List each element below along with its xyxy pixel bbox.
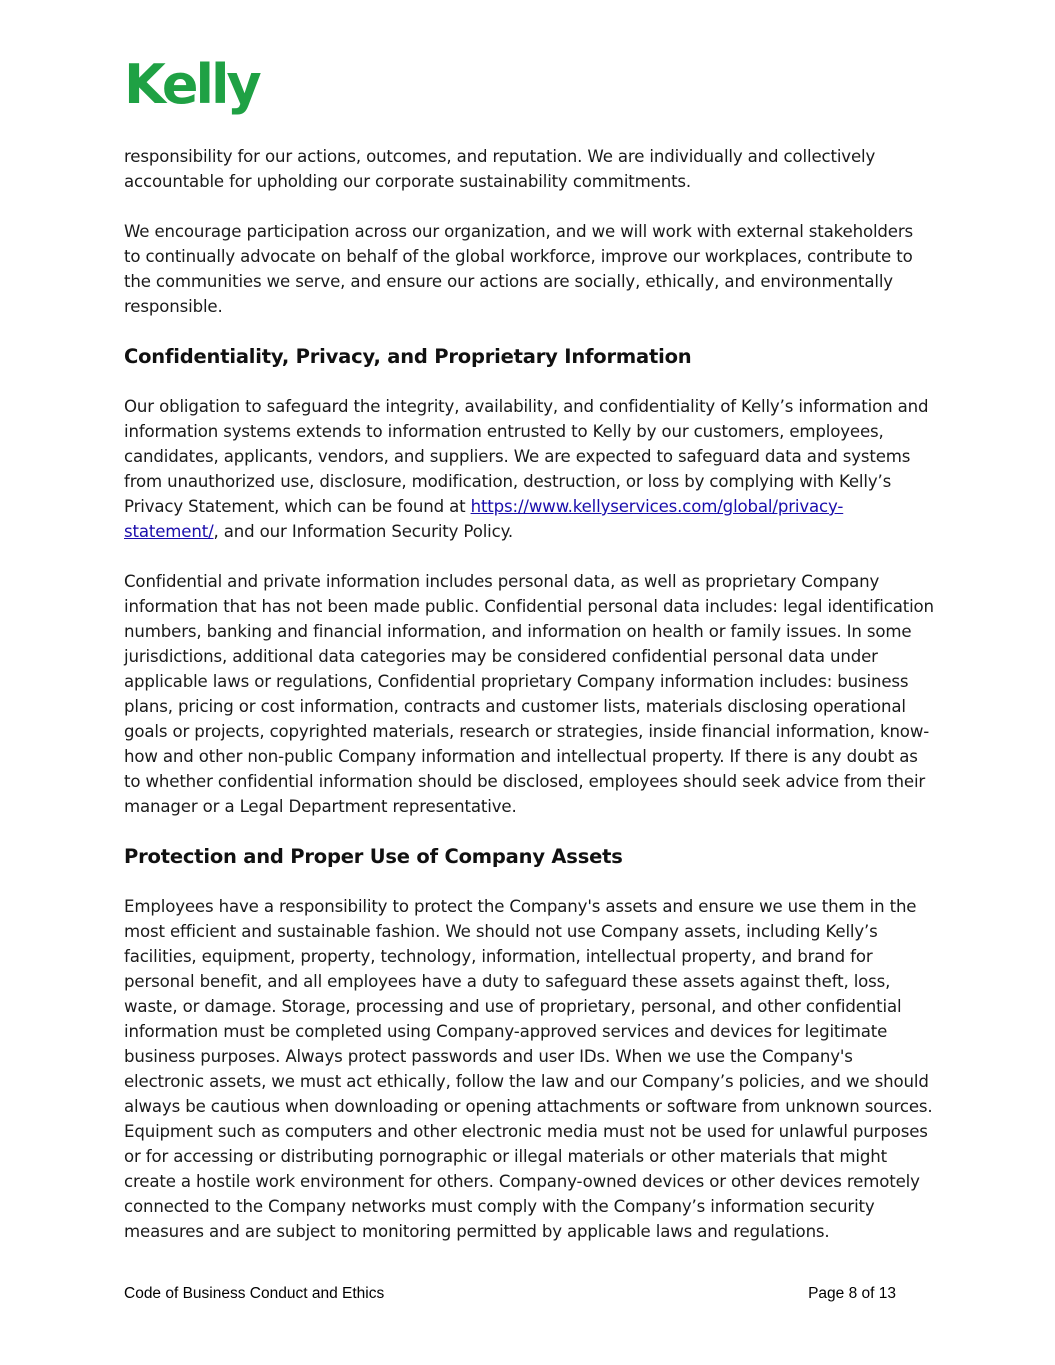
page-footer bbox=[124, 1285, 896, 1303]
obligation-text: Our obligation to safeguard the integrity, availability, and confidentiality of Kelly’s information and information systems extends to information entrusted to Kelly by our customers, employees, candidates, applicants, vendors, and suppliers. We are expected to safeguard data and systems from unauthorized use, disclosure, modification, destruction, or loss by complying with Kelly’s Privacy Statement, which can be found at bbox=[124, 397, 929, 516]
privacy-statement-link[interactable]: https://www.kellyservices.com/global/privacy-statement/ bbox=[124, 497, 844, 541]
paragraph-obligation bbox=[124, 394, 934, 544]
paragraph-confidential-info: Confidential and private information includes personal data, as well as proprietary Company information that has not been made public. Confidential personal data includes: legal identification numbers, banking and financial information, and information on health or family issues. In some jurisdictions, additional data categories may be considered confidential personal data under applicable laws or regulations, Confidential proprietary Company information includes: business plans, pricing or cost information, contracts and customer lists, materials disclosing operational goals or projects, copyrighted materials, research or strategies, inside financial information, know-how and other non-public Company information and intellectual property. If there is any doubt as to whether confidential information should be disclosed, employees should seek advice from their manager or a Legal Department representative. bbox=[124, 572, 934, 816]
obligation-text-end: , and our Information Security Policy. bbox=[213, 522, 514, 541]
paragraph-responsibility: responsibility for our actions, outcomes, and reputation. We are individually and collectively accountable for upholding our corporate sustainability commitments. bbox=[124, 147, 876, 191]
heading-company-assets: Protection and Proper Use of Company Assets bbox=[124, 845, 623, 868]
heading-confidentiality: Confidentiality, Privacy, and Proprietary Information bbox=[124, 345, 692, 368]
kelly-logo: Kelly bbox=[124, 53, 259, 116]
document-body bbox=[124, 144, 934, 1269]
footer-document-title: Code of Business Conduct and Ethics bbox=[124, 1285, 385, 1302]
footer-page-number: Page 8 of 13 bbox=[808, 1285, 896, 1302]
paragraph-participation: We encourage participation across our organization, and we will work with external stakeholders to continually advocate on behalf of the global workforce, improve our workplaces, contribute to the communities we serve, and ensure our actions are socially, ethically, and environmentally responsible. bbox=[124, 222, 914, 316]
paragraph-assets: Employees have a responsibility to protect the Company's assets and ensure we use them in the most efficient and sustainable fashion. We should not use Company assets, including Kelly’s facilities, equipment, property, technology, information, intellectual property, and brand for personal benefit, and all employees have a duty to safeguard these assets against theft, loss, waste, or damage. Storage, processing and use of proprietary, personal, and other confidential information must be completed using Company-approved services and devices for legitimate business purposes. Always protect passwords and user IDs. When we use the Company's electronic assets, we must act ethically, follow the law and our Company’s policies, and we should always be cautious when downloading or opening attachments or software from unknown sources. Equipment such as computers and other electronic media must not be used for unlawful purposes or for accessing or distributing pornographic or illegal materials or other materials that might create a hostile work environment for others. Company-owned devices or other devices remotely connected to the Company networks must comply with the Company’s information security measures and are subject to monitoring permitted by applicable laws and regulations. bbox=[124, 897, 933, 1241]
